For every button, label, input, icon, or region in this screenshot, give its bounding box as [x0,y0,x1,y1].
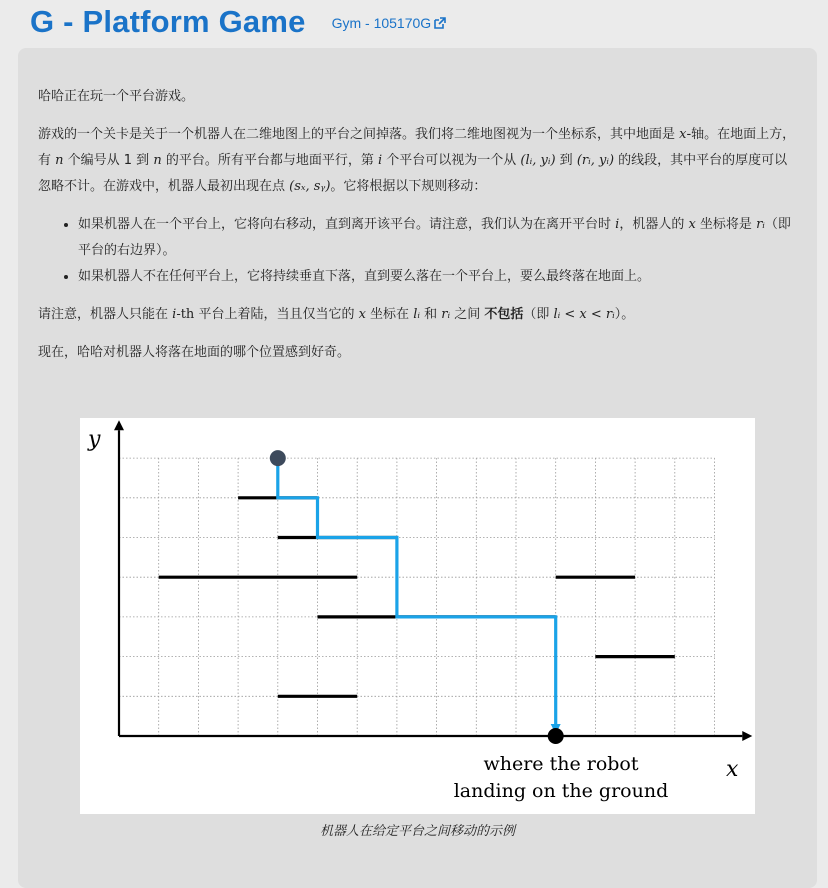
axes [114,420,752,744]
gym-link-label: Gym - 105170G [331,15,432,31]
rule-item-falling: • 如果机器人不在任何平台上，它将持续垂直下落，直到要么落在一个平台上，要么最终落在地面上。 [78,264,798,290]
question-paragraph: 现在，哈哈对机器人将落在地面的哪个位置感到好奇。 [38,345,351,360]
landing-note-paragraph: 请注意，机器人只能在 i-th 平台上着陆，当且仅当它的 x 坐标在 lᵢ 和 rᵢ 之间 不包括（即 lᵢ < x < rᵢ）。 [38,307,635,322]
rules-paragraph: 游戏的一个关卡是关于一个机器人在二维地图上的平台之间掉落。我们将二维地图视为一个坐标系，其中地面是 x-轴。在地面上方，有 n 个编号从 1 到 n 的平台。所有平台都与地面平行，第 i 个平台可以视为一个从 (lᵢ, yᵢ) 到 (rᵢ, yᵢ) 的线段，其中平台的厚度可以忽略不计。在游戏中，机器人最初出现在点 (sₓ, sᵧ)。它将根据以下规则移动： [38,127,796,194]
rules-list [38,212,798,290]
landing-annotation-line1: where the robot [483,753,639,775]
header [30,4,446,44]
example-figure [80,418,755,814]
platforms [159,498,675,697]
platform-diagram [80,418,755,814]
x-axis-arrow [742,731,752,741]
x-axis-label: x [726,757,739,782]
gym-link[interactable] [332,15,447,31]
landing-annotation-line2: landing on the ground [453,780,669,802]
figure-caption: 机器人在给定平台之间移动的示例 [319,824,515,839]
y-axis-arrow [114,420,124,430]
intro-paragraph: 哈哈正在玩一个平台游戏。 [38,89,195,104]
landing-point [548,728,564,744]
external-link-icon [434,17,446,29]
rule-item-on-platform: • 如果机器人在一个平台上，它将向右移动，直到离开该平台。请注意，我们认为在离开平台时 i，机器人的 x 坐标将是 rᵢ（即平台的右边界）。 [78,212,798,264]
robot-start-point [270,450,286,466]
problem-card [18,48,817,888]
grid [119,458,715,736]
robot-path [270,450,561,734]
robot-path-line [278,458,556,726]
y-axis-label: y [88,427,101,452]
page-title: G - Platform Game [30,4,306,39]
problem-statement [38,84,798,378]
